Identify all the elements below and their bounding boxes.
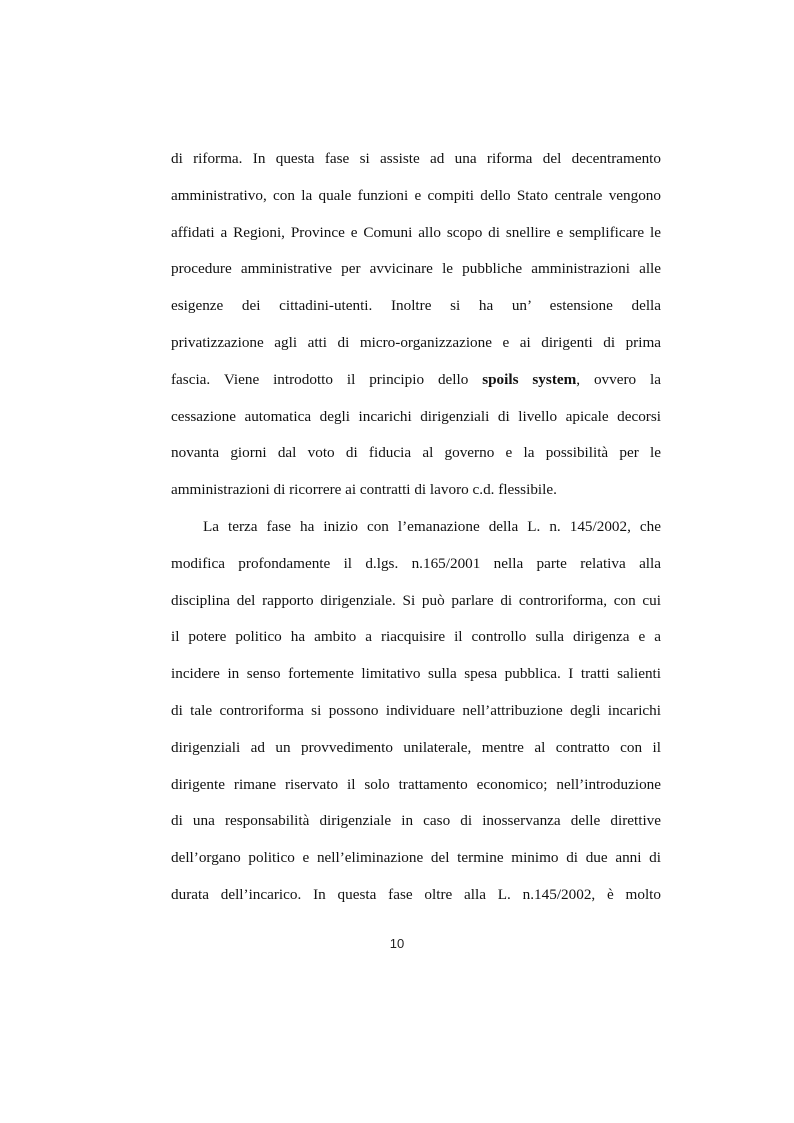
text-line: dirigente rimane riservato il solo trattamento economico; nell’introduzione bbox=[171, 775, 661, 793]
emphasis-spoils-system: spoils system bbox=[482, 370, 577, 388]
text-line: affidati a Regioni, Province e Comuni allo scopo di snellire e semplificare le bbox=[171, 223, 661, 241]
text-line: esigenze dei cittadini-utenti. Inoltre si ha un’ estensione della bbox=[171, 297, 661, 315]
page-body bbox=[171, 141, 661, 914]
text-line: dirigenziali ad un provvedimento unilaterale, mentre al contratto con il bbox=[171, 738, 661, 756]
text-line: procedure amministrative per avvicinare le pubbliche amministrazioni alle bbox=[171, 260, 661, 278]
text-line: cessazione automatica degli incarichi dirigenziali di livello apicale decorsi bbox=[171, 407, 661, 425]
text-line: disciplina del rapporto dirigenziale. Si può parlare di controriforma, con cui bbox=[171, 591, 661, 609]
text-line: il potere politico ha ambito a riacquisire il controllo sulla dirigenza e a bbox=[171, 628, 661, 646]
text-line: di una responsabilità dirigenziale in caso di inosservanza delle direttive bbox=[171, 812, 661, 830]
text-run: fascia. Viene introdotto il principio dello bbox=[171, 370, 483, 388]
text-line: dell’organo politico e nell’eliminazione del termine minimo di due anni di bbox=[171, 849, 661, 867]
text-line: incidere in senso fortemente limitativo sulla spesa pubblica. I tratti salienti bbox=[171, 665, 661, 683]
text-line: amministrativo, con la quale funzioni e compiti dello Stato centrale vengono bbox=[171, 186, 661, 204]
text-line: privatizzazione agli atti di micro-organizzazione e ai dirigenti di prima bbox=[171, 333, 661, 351]
page-number: 10 bbox=[389, 936, 405, 951]
text-line: modifica profondamente il d.lgs. n.165/2001 nella parte relativa alla bbox=[171, 554, 661, 572]
text-line: di tale controriforma si possono individuare nell’attribuzione degli incarichi bbox=[171, 701, 661, 719]
text-line-first: La terza fase ha inizio con l’emanazione della L. n. 145/2002, che bbox=[203, 517, 661, 535]
text-line: di riforma. In questa fase si assiste ad una riforma del decentramento bbox=[171, 150, 661, 167]
text-line-with-emphasis bbox=[171, 362, 661, 399]
text-line-last: amministrazioni di ricorrere ai contratti di lavoro c.d. flessibile. bbox=[171, 481, 557, 499]
paragraph-1 bbox=[171, 141, 661, 509]
paragraph-2 bbox=[171, 509, 661, 914]
text-run: , ovvero la bbox=[576, 370, 661, 388]
text-line: durata dell’incarico. In questa fase oltre alla L. n.145/2002, è molto bbox=[171, 885, 661, 903]
text-line: novanta giorni dal voto di fiducia al governo e la possibilità per le bbox=[171, 444, 661, 462]
